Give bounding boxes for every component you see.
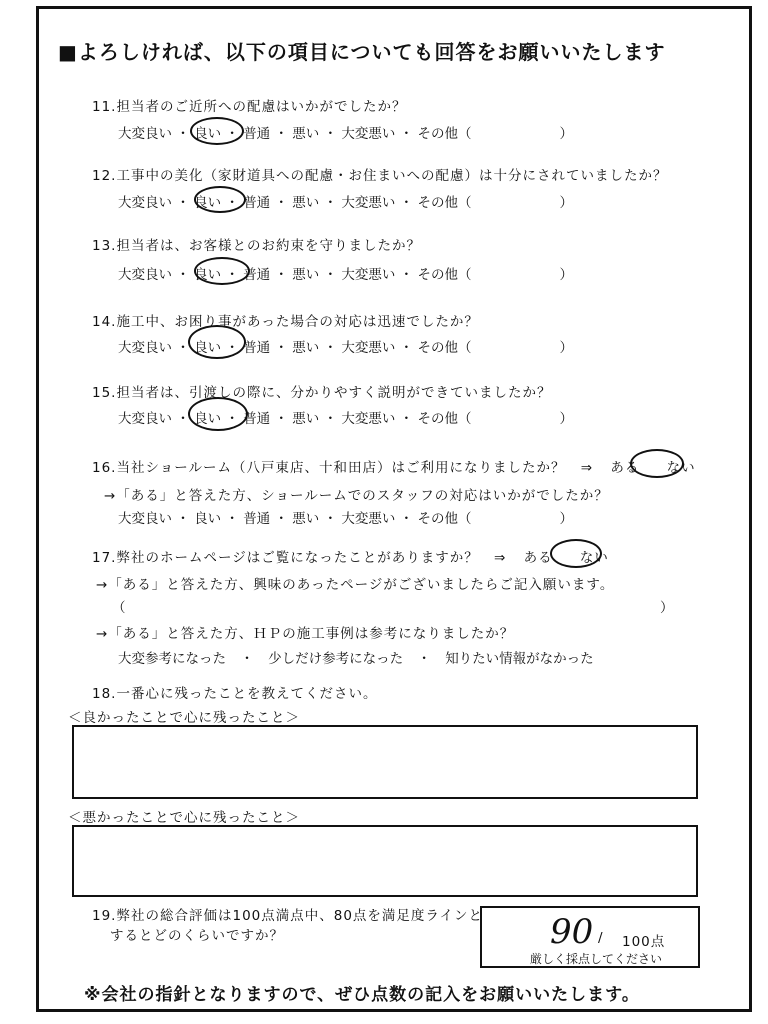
score-max: 100点	[622, 934, 666, 950]
option-bad[interactable]: 悪い	[292, 126, 320, 142]
answer-circle-mark	[630, 449, 684, 478]
question-number: 12.	[92, 168, 117, 184]
footer-note: ※会社の指針となりますので、ぜひ点数の記入をお願いいたします。	[84, 985, 640, 1005]
question-15	[92, 381, 551, 401]
question-16-followup: →「ある」と答えた方、ショールームでのスタッフの対応はいかがでしたか？	[104, 488, 609, 504]
question-text: 担当者は、引渡しの際に、分かりやすく説明ができていましたか？	[116, 385, 552, 401]
option-average[interactable]: 普通	[243, 126, 271, 142]
options-row-13: 大変良い ・ 良い ・ 普通 ・ 悪い ・ 大変悪い ・ その他（ ）	[118, 267, 573, 283]
option-bad[interactable]: 悪い	[292, 411, 320, 427]
question-13	[92, 234, 421, 254]
question-number: 15.	[92, 385, 117, 401]
option-average[interactable]: 普通	[243, 195, 271, 211]
question-16	[92, 456, 696, 476]
option-good[interactable]: 良い	[194, 267, 222, 283]
option-very-bad[interactable]: 大変悪い	[341, 511, 396, 527]
option-not-helpful[interactable]: 知りたい情報がなかった	[445, 651, 594, 667]
question-17-followup-1: →「ある」と答えた方、興味のあったページがございましたらご記入願います。	[96, 577, 615, 593]
option-very-good[interactable]: 大変良い	[118, 195, 172, 211]
option-bad[interactable]: 悪い	[292, 195, 320, 211]
question-number: 18.	[92, 686, 117, 702]
option-good[interactable]: 良い	[194, 411, 222, 427]
question-18	[92, 682, 377, 702]
question-17-followup-2: →「ある」と答えた方、ＨＰの施工事例は参考になりましたか？	[96, 626, 515, 642]
option-good[interactable]: 良い	[194, 195, 222, 211]
option-average[interactable]: 普通	[243, 340, 271, 356]
options-row-16: 大変良い ・ 良い ・ 普通 ・ 悪い ・ 大変悪い ・ その他（ ）	[118, 511, 573, 527]
handwritten-score: 90	[550, 912, 594, 952]
option-good[interactable]: 良い	[194, 126, 222, 142]
question-number: 14.	[92, 314, 117, 330]
answer-circle-mark	[188, 397, 248, 431]
answer-circle-mark	[550, 539, 602, 568]
question-17	[92, 546, 609, 566]
option-no[interactable]: ない	[579, 550, 609, 566]
question-text: 当社ショールーム（八戸東店、十和田店）はご利用になりましたか？	[116, 460, 566, 476]
option-very-good[interactable]: 大変良い	[118, 411, 172, 427]
option-average[interactable]: 普通	[243, 511, 271, 527]
bad-memory-textbox[interactable]	[72, 825, 698, 897]
good-memory-label: ＜良かったことで心に残ったこと＞	[68, 710, 300, 726]
good-memory-textbox[interactable]	[72, 725, 698, 799]
question-text-line-1: 弊社の総合評価は100点満点中、80点を満足度ラインと	[116, 908, 484, 924]
option-very-bad[interactable]: 大変悪い	[341, 411, 396, 427]
option-very-helpful[interactable]: 大変参考になった	[118, 651, 226, 667]
question-text: 工事中の美化（家財道具への配慮・お住まいへの配慮）は十分にされていましたか？	[116, 168, 668, 184]
options-row-14: 大変良い ・ 良い ・ 普通 ・ 悪い ・ 大変悪い ・ その他（ ）	[118, 340, 573, 356]
question-number: 11.	[92, 99, 117, 115]
options-row-12: 大変良い ・ 良い ・ 普通 ・ 悪い ・ 大変悪い ・ その他（ ）	[118, 195, 573, 211]
arrow-icon: ⇒	[494, 550, 507, 566]
score-slash: /	[598, 930, 604, 946]
option-very-good[interactable]: 大変良い	[118, 126, 172, 142]
page-title: ■よろしければ、以下の項目についても回答をお願いいたします	[58, 40, 666, 64]
option-good[interactable]: 良い	[194, 511, 222, 527]
option-slightly-helpful[interactable]: 少しだけ参考になった	[268, 651, 404, 667]
question-number: 19.	[92, 908, 117, 924]
option-other[interactable]: その他（	[417, 195, 472, 211]
paren-open: （	[112, 600, 127, 616]
question-11	[92, 95, 406, 115]
question-text: 弊社のホームページはご覧になったことがありますか？	[116, 550, 479, 566]
question-19	[92, 904, 483, 924]
option-bad[interactable]: 悪い	[292, 267, 320, 283]
question-text: 担当者は、お客様とのお約束を守りましたか？	[116, 238, 421, 254]
options-row-15: 大変良い ・ 良い ・ 普通 ・ 悪い ・ 大変悪い ・ その他（ ）	[118, 411, 573, 427]
option-yes[interactable]: ある	[610, 460, 640, 476]
answer-circle-mark	[194, 257, 250, 285]
option-average[interactable]: 普通	[243, 411, 271, 427]
paren-close: ）	[660, 600, 675, 616]
question-number: 16.	[92, 460, 117, 476]
option-very-bad[interactable]: 大変悪い	[341, 126, 396, 142]
option-very-good[interactable]: 大変良い	[118, 511, 172, 527]
question-12	[92, 164, 667, 184]
option-very-good[interactable]: 大変良い	[118, 267, 172, 283]
option-very-good[interactable]: 大変良い	[118, 340, 172, 356]
option-good[interactable]: 良い	[194, 340, 222, 356]
question-19-line-2: するとどのくらいですか？	[110, 928, 284, 944]
bad-memory-label: ＜悪かったことで心に残ったこと＞	[68, 810, 300, 826]
option-bad[interactable]: 悪い	[292, 340, 320, 356]
question-text: 施工中、お困り事があった場合の対応は迅速でしたか？	[116, 314, 479, 330]
answer-circle-mark	[188, 325, 246, 359]
option-no[interactable]: ない	[666, 460, 696, 476]
option-other[interactable]: その他（	[417, 267, 472, 283]
option-very-bad[interactable]: 大変悪い	[341, 267, 396, 283]
option-other[interactable]: その他（	[417, 411, 472, 427]
option-yes[interactable]: ある	[523, 550, 553, 566]
option-very-bad[interactable]: 大変悪い	[341, 340, 396, 356]
option-bad[interactable]: 悪い	[292, 511, 320, 527]
option-average[interactable]: 普通	[243, 267, 271, 283]
options-row-11: 大変良い ・ 良い ・ 普通 ・ 悪い ・ 大変悪い ・ その他（ ）	[118, 126, 573, 142]
option-very-bad[interactable]: 大変悪い	[341, 195, 396, 211]
question-text: 一番心に残ったことを教えてください。	[116, 686, 378, 702]
option-other[interactable]: その他（	[417, 126, 472, 142]
question-14	[92, 310, 479, 330]
options-row-17: 大変参考になった ・ 少しだけ参考になった ・ 知りたい情報がなかった	[118, 651, 594, 667]
option-other[interactable]: その他（	[417, 340, 472, 356]
option-other[interactable]: その他（	[417, 511, 472, 527]
score-box[interactable]	[480, 906, 700, 968]
question-text: 担当者のご近所への配慮はいかがでしたか？	[116, 99, 407, 115]
arrow-icon: ⇒	[580, 460, 594, 476]
question-number: 13.	[92, 238, 117, 254]
score-note: 厳しく採点してください	[530, 952, 663, 966]
answer-circle-mark	[194, 186, 246, 213]
question-number: 17.	[92, 550, 117, 566]
answer-circle-mark	[190, 117, 244, 145]
